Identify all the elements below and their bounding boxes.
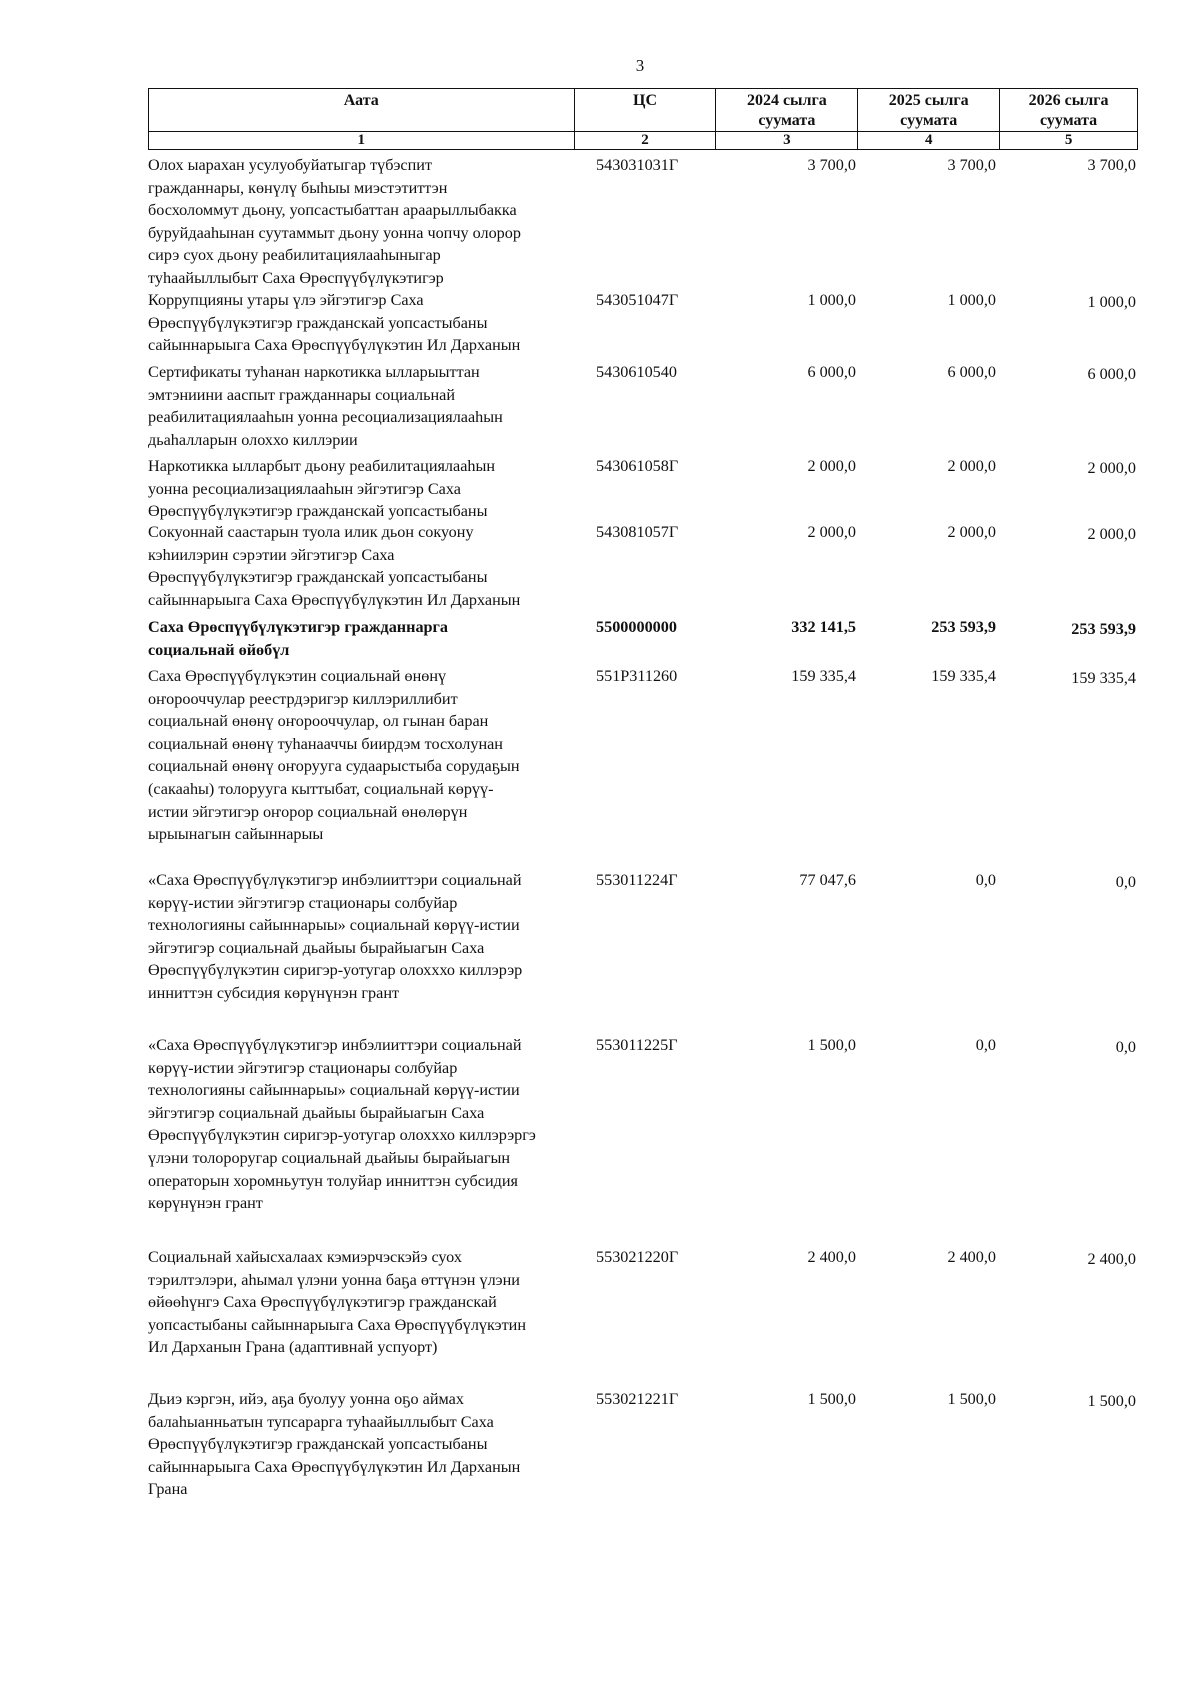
- table-row-section: [148, 616, 1138, 665]
- row-value-2025: 1 500,0: [947, 1390, 996, 1408]
- row-name: Олох ыарахан усулуобуйатыгар түбэспит гражданнары, көнүлү быһыы миэстэтиттэн босхоломмут дьону, уопсастыбаттан араарыллыбакка буруйдааһынан суутаммыт дьону уонна чопчу олорор сирэ суох дьону реабилитациялааһыныгар туһаайыллыбыт Саха Өрөспүүбүлүкэтигэр: [148, 156, 521, 287]
- row-name: Саха Өрөспүүбүлүкэтигэр гражданнарга социальнай өйөбүл: [148, 618, 448, 659]
- row-value-2024: 6 000,0: [807, 363, 856, 381]
- row-code: 5430610540: [596, 363, 677, 381]
- row-value-2024: 3 700,0: [807, 156, 856, 174]
- row-value-2024: 1 500,0: [807, 1036, 856, 1054]
- table-row: [148, 665, 1138, 869]
- row-value-2024: 2 000,0: [807, 457, 856, 475]
- header-2026: 2026 сылга суумата: [1000, 89, 1138, 132]
- row-code: 543031031Г: [596, 156, 679, 174]
- row-value-2025: 2 000,0: [947, 523, 996, 541]
- row-value-2024: 159 335,4: [791, 667, 856, 685]
- row-value-2025: 2 400,0: [947, 1248, 996, 1266]
- table-row: [148, 521, 1138, 616]
- row-name: «Саха Өрөспүүбүлүкэтигэр инбэлииттэри социальнай көрүү-истии эйгэтигэр стационары солбуйар технологияны сайыннарыы» социальнай көрүү-истии эйгэтигэр социальнай дьайыы бырайыагын Саха Өрөспүүбүлүкэтин сиригэр-уотугар олохххо киллэрэр инниттэн субсидия көрүнүнэн грант: [148, 871, 523, 1002]
- table-row: [148, 361, 1138, 455]
- row-value-2026: 6 000,0: [1087, 365, 1136, 383]
- table-header: [148, 88, 1138, 150]
- row-value-2025: 0,0: [975, 871, 996, 889]
- row-code: 553021220Г: [596, 1248, 679, 1266]
- row-value-2024: 77 047,6: [799, 871, 856, 889]
- header-num-2: 2: [574, 132, 716, 150]
- row-value-2024: 2 000,0: [807, 523, 856, 541]
- row-code: 543051047Г: [596, 291, 679, 309]
- row-name: Саха Өрөспүүбүлүкэтин социальнай өнөнү оҥорооччулар реестрдэригэр киллэриллибит социальнай өнөнү оҥорооччулар, ол гынан баран социальнай өнөнү туһанааччы биирдэм тосхолунан социальнай өнөнү оҥорууга судаарыстыба сорудаҕын (сакааһы) толорууга кыттыбат, социальнай көрүү- истии эйгэтигэр оҥорор социальнай өнөлөрүн ырыынагын сайыннарыы: [148, 667, 520, 844]
- row-value-2025: 253 593,9: [931, 618, 996, 636]
- row-code: 553011224Г: [596, 871, 678, 889]
- row-value-2026: 3 700,0: [1087, 156, 1136, 174]
- table-body: [148, 154, 1138, 1506]
- table-row: [148, 1388, 1138, 1506]
- row-code: 543081057Г: [596, 523, 679, 541]
- row-value-2026: 253 593,9: [1071, 620, 1136, 638]
- row-name: «Саха Өрөспүүбүлүкэтигэр инбэлииттэри социальнай көрүү-истии эйгэтигэр стационары солбуйар технологияны сайыннарыы» социальнай көрүү-истии эйгэтигэр социальнай дьайыы бырайыагын Саха Өрөспүүбүлүкэтин сиригэр-уотугар олохххо киллэрэргэ үлэни толороругар социальнай дьайыы бырайыагын операторын хоромньутун толуйар инниттэн субсидия көрүнүнэн грант: [148, 1036, 536, 1213]
- table-row: [148, 154, 1138, 289]
- row-value-2025: 6 000,0: [947, 363, 996, 381]
- table-row: [148, 289, 1138, 361]
- row-value-2025: 1 000,0: [947, 291, 996, 309]
- header-num-5: 5: [1000, 132, 1138, 150]
- row-value-2026: 1 500,0: [1087, 1392, 1136, 1410]
- row-value-2026: 0,0: [1115, 1038, 1136, 1056]
- header-number-row: [149, 132, 1138, 150]
- header-2024: 2024 сылга суумата: [716, 89, 858, 132]
- page-number: 3: [635, 56, 645, 75]
- row-code: 553011225Г: [596, 1036, 678, 1054]
- table-row: [148, 1246, 1138, 1388]
- row-code: 553021221Г: [596, 1390, 679, 1408]
- row-value-2025: 159 335,4: [931, 667, 996, 685]
- row-value-2024: 1 500,0: [807, 1390, 856, 1408]
- table-row: [148, 1034, 1138, 1246]
- row-name: Сокуоннай саастарын туола илик дьон сокуону кэһиилэрин сэрэтии эйгэтигэр Саха Өрөспүүбүлүкэтигэр гражданскай уопсастыбаны сайыннарыыга Саха Өрөспүүбүлүкэтин Ил Дарханын: [148, 523, 521, 609]
- row-value-2026: 1 000,0: [1087, 293, 1136, 311]
- row-value-2025: 0,0: [975, 1036, 996, 1054]
- row-name: Сертификаты туһанан наркотикка ылларыыттан эмтэниини ааспыт гражданнары социальнай реабилитациялааһын уонна ресоциализациялааһын дьаһалларын олоххо киллэрии: [148, 363, 503, 449]
- row-name: Дьиэ кэргэн, ийэ, аҕа буолуу уонна оҕо аймах балаһыанньатын тупсарарга туһаайыллыбыт Саха Өрөспүүбүлүкэтигэр гражданскай уопсастыбаны сайыннарыыга Саха Өрөспүүбүлүкэтин Ил Дарханын Грана: [148, 1390, 521, 1499]
- header-2025: 2025 сылга суумата: [858, 89, 1000, 132]
- row-code: 551P311260: [596, 667, 678, 685]
- table-row: [148, 455, 1138, 521]
- row-value-2025: 3 700,0: [947, 156, 996, 174]
- row-value-2026: 2 000,0: [1087, 459, 1136, 477]
- header-code: ЦС: [574, 89, 716, 132]
- row-value-2025: 2 000,0: [947, 457, 996, 475]
- table-row: [148, 869, 1138, 1034]
- row-value-2026: 2 400,0: [1087, 1250, 1136, 1268]
- row-value-2026: 0,0: [1115, 873, 1136, 891]
- header-name: Аата: [149, 89, 575, 132]
- row-value-2024: 332 141,5: [791, 618, 856, 636]
- row-code: 5500000000: [596, 618, 677, 636]
- row-name: Наркотикка ылларбыт дьону реабилитациялааһын уонна ресоциализациялааһын эйгэтигэр Саха Өрөспүүбүлүкэтигэр гражданскай уопсастыбаны: [148, 457, 496, 521]
- row-name: Социальнай хайысхалаах кэмиэрчэскэйэ суох тэрилтэлэри, аһымал үлэни уонна баҕа өттүнэн үлэни өйөөһүнгэ Саха Өрөспүүбүлүкэтигэр гражданскай уопсастыбаны сайыннарыыга Саха Өрөспүүбүлүкэтин Ил Дарханын Грана (адаптивнай успуорт): [148, 1248, 526, 1357]
- row-value-2024: 1 000,0: [807, 291, 856, 309]
- row-code: 543061058Г: [596, 457, 679, 475]
- row-value-2024: 2 400,0: [807, 1248, 856, 1266]
- row-name: Коррупцияны утары үлэ эйгэтигэр Саха Өрөспүүбүлүкэтигэр гражданскай уопсастыбаны сайыннарыыга Саха Өрөспүүбүлүкэтин Ил Дарханын: [148, 291, 521, 355]
- row-value-2026: 2 000,0: [1087, 525, 1136, 543]
- header-row: [149, 89, 1138, 132]
- header-num-4: 4: [858, 132, 1000, 150]
- row-value-2026: 159 335,4: [1071, 669, 1136, 687]
- header-num-1: 1: [149, 132, 575, 150]
- header-num-3: 3: [716, 132, 858, 150]
